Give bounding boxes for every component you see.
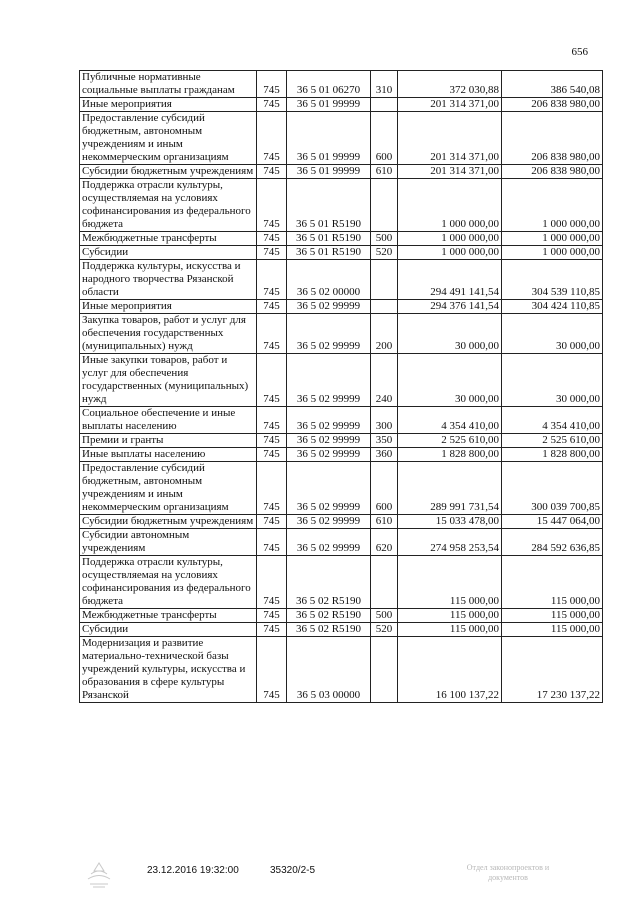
cell-target-article: 36 5 02 99999 [287,462,371,515]
cell-expense-type: 200 [371,314,398,354]
cell-amount-year2: 1 000 000,00 [502,246,603,260]
cell-name: Поддержка отрасли культуры, осуществляемая на условиях софинансирования из федерального бюджета [80,556,257,609]
cell-target-article: 36 5 01 99999 [287,112,371,165]
cell-target-article: 36 5 01 99999 [287,98,371,112]
table-row [80,179,603,232]
cell-name: Субсидии [80,623,257,637]
cell-grbs: 745 [257,637,287,703]
cell-expense-type [371,260,398,300]
cell-expense-type: 600 [371,112,398,165]
cell-amount-year2: 386 540,08 [502,71,603,98]
cell-expense-type: 500 [371,609,398,623]
cell-grbs: 745 [257,314,287,354]
cell-expense-type: 360 [371,448,398,462]
cell-amount-year2: 1 828 800,00 [502,448,603,462]
cell-target-article: 36 5 02 99999 [287,300,371,314]
footer-datetime: 23.12.2016 19:32:00 [147,865,239,876]
cell-amount-year2: 2 525 610,00 [502,434,603,448]
table-row [80,556,603,609]
cell-name: Предоставление субсидий бюджетным, автономным учреждениям и иным некоммерческим организациям [80,462,257,515]
cell-target-article: 36 5 02 R5190 [287,556,371,609]
cell-amount-year2: 30 000,00 [502,354,603,407]
table-row [80,462,603,515]
table-row [80,71,603,98]
table-row [80,529,603,556]
cell-amount-year1: 289 991 731,54 [398,462,502,515]
table-row [80,515,603,529]
cell-target-article: 36 5 02 99999 [287,434,371,448]
cell-name: Межбюджетные трансферты [80,232,257,246]
cell-name: Иные мероприятия [80,300,257,314]
cell-expense-type [371,98,398,112]
table-row [80,448,603,462]
cell-target-article: 36 5 01 R5190 [287,179,371,232]
footer-stamp-line: документов [488,873,528,882]
cell-target-article: 36 5 01 R5190 [287,232,371,246]
cell-grbs: 745 [257,165,287,179]
cell-amount-year2: 206 838 980,00 [502,165,603,179]
cell-expense-type: 600 [371,462,398,515]
cell-expense-type [371,179,398,232]
cell-expense-type: 310 [371,71,398,98]
cell-amount-year1: 30 000,00 [398,314,502,354]
cell-target-article: 36 5 03 00000 [287,637,371,703]
page-number: 656 [571,46,588,58]
cell-name: Межбюджетные трансферты [80,609,257,623]
cell-grbs: 745 [257,246,287,260]
cell-amount-year1: 15 033 478,00 [398,515,502,529]
cell-amount-year2: 300 039 700,85 [502,462,603,515]
cell-target-article: 36 5 02 R5190 [287,609,371,623]
cell-target-article: 36 5 02 99999 [287,314,371,354]
cell-amount-year1: 274 958 253,54 [398,529,502,556]
table-row [80,112,603,165]
cell-name: Иные выплаты населению [80,448,257,462]
footer-stamp [448,863,568,883]
cell-target-article: 36 5 02 R5190 [287,623,371,637]
cell-expense-type: 520 [371,246,398,260]
table-row [80,623,603,637]
cell-grbs: 745 [257,623,287,637]
cell-target-article: 36 5 02 99999 [287,448,371,462]
cell-amount-year2: 304 539 110,85 [502,260,603,300]
cell-name: Социальное обеспечение и иные выплаты населению [80,407,257,434]
cell-grbs: 745 [257,529,287,556]
cell-amount-year1: 115 000,00 [398,623,502,637]
seal-icon [82,861,116,889]
table-row [80,354,603,407]
cell-grbs: 745 [257,434,287,448]
footer [0,861,640,891]
cell-amount-year2: 206 838 980,00 [502,112,603,165]
cell-amount-year1: 201 314 371,00 [398,165,502,179]
cell-amount-year1: 1 000 000,00 [398,232,502,246]
cell-grbs: 745 [257,300,287,314]
cell-grbs: 745 [257,260,287,300]
cell-grbs: 745 [257,556,287,609]
cell-grbs: 745 [257,112,287,165]
cell-name: Поддержка отрасли культуры, осуществляемая на условиях софинансирования из федерального бюджета [80,179,257,232]
cell-expense-type [371,300,398,314]
footer-stamp-line: Отдел законопроектов и [466,863,550,872]
cell-expense-type: 300 [371,407,398,434]
cell-amount-year1: 2 525 610,00 [398,434,502,448]
cell-target-article: 36 5 02 99999 [287,515,371,529]
cell-amount-year2: 4 354 410,00 [502,407,603,434]
cell-grbs: 745 [257,71,287,98]
cell-expense-type: 520 [371,623,398,637]
cell-name: Закупка товаров, работ и услуг для обеспечения государственных (муниципальных) нужд [80,314,257,354]
table-row [80,434,603,448]
table-row [80,407,603,434]
cell-grbs: 745 [257,407,287,434]
cell-amount-year1: 4 354 410,00 [398,407,502,434]
cell-amount-year1: 372 030,88 [398,71,502,98]
cell-expense-type [371,637,398,703]
cell-target-article: 36 5 02 99999 [287,407,371,434]
cell-grbs: 745 [257,354,287,407]
budget-table [79,70,603,703]
cell-amount-year2: 115 000,00 [502,623,603,637]
cell-amount-year2: 17 230 137,22 [502,637,603,703]
cell-amount-year1: 294 491 141,54 [398,260,502,300]
cell-grbs: 745 [257,515,287,529]
cell-expense-type [371,556,398,609]
cell-grbs: 745 [257,462,287,515]
cell-expense-type: 610 [371,165,398,179]
table-row [80,232,603,246]
cell-amount-year1: 1 000 000,00 [398,246,502,260]
cell-name: Модернизация и развитие материально-технической базы учреждений культуры, искусства и образования в сфере культуры Рязанской [80,637,257,703]
table-row [80,98,603,112]
cell-amount-year1: 201 314 371,00 [398,98,502,112]
cell-amount-year2: 1 000 000,00 [502,179,603,232]
cell-amount-year2: 304 424 110,85 [502,300,603,314]
cell-target-article: 36 5 01 06270 [287,71,371,98]
cell-grbs: 745 [257,232,287,246]
cell-name: Предоставление субсидий бюджетным, автономным учреждениям и иным некоммерческим организациям [80,112,257,165]
cell-grbs: 745 [257,179,287,232]
cell-name: Субсидии бюджетным учреждениям [80,165,257,179]
cell-target-article: 36 5 02 99999 [287,354,371,407]
cell-amount-year1: 1 000 000,00 [398,179,502,232]
cell-amount-year2: 284 592 636,85 [502,529,603,556]
cell-name: Иные закупки товаров, работ и услуг для обеспечения государственных (муниципальных) нужд [80,354,257,407]
table-body [80,71,603,703]
cell-grbs: 745 [257,98,287,112]
cell-target-article: 36 5 02 00000 [287,260,371,300]
table-row [80,246,603,260]
cell-name: Иные мероприятия [80,98,257,112]
cell-expense-type: 620 [371,529,398,556]
cell-name: Публичные нормативные социальные выплаты гражданам [80,71,257,98]
cell-amount-year1: 16 100 137,22 [398,637,502,703]
cell-name: Премии и гранты [80,434,257,448]
cell-expense-type: 350 [371,434,398,448]
cell-expense-type: 610 [371,515,398,529]
cell-expense-type: 500 [371,232,398,246]
cell-name: Субсидии автономным учреждениям [80,529,257,556]
footer-doc-number: 35320/2-5 [270,865,316,876]
cell-amount-year1: 1 828 800,00 [398,448,502,462]
cell-amount-year2: 115 000,00 [502,556,603,609]
table-row [80,260,603,300]
cell-grbs: 745 [257,609,287,623]
cell-target-article: 36 5 01 R5190 [287,246,371,260]
cell-expense-type: 240 [371,354,398,407]
table-row [80,609,603,623]
table-row [80,165,603,179]
cell-name: Поддержка культуры, искусства и народного творчества Рязанской области [80,260,257,300]
cell-grbs: 745 [257,448,287,462]
table-row [80,637,603,703]
cell-amount-year1: 115 000,00 [398,556,502,609]
cell-amount-year2: 115 000,00 [502,609,603,623]
cell-name: Субсидии бюджетным учреждениям [80,515,257,529]
cell-amount-year1: 201 314 371,00 [398,112,502,165]
cell-target-article: 36 5 02 99999 [287,529,371,556]
table-row [80,314,603,354]
cell-target-article: 36 5 01 99999 [287,165,371,179]
cell-name: Субсидии [80,246,257,260]
table-row [80,300,603,314]
cell-amount-year1: 294 376 141,54 [398,300,502,314]
cell-amount-year2: 1 000 000,00 [502,232,603,246]
cell-amount-year2: 206 838 980,00 [502,98,603,112]
cell-amount-year2: 30 000,00 [502,314,603,354]
cell-amount-year1: 30 000,00 [398,354,502,407]
cell-amount-year1: 115 000,00 [398,609,502,623]
cell-amount-year2: 15 447 064,00 [502,515,603,529]
